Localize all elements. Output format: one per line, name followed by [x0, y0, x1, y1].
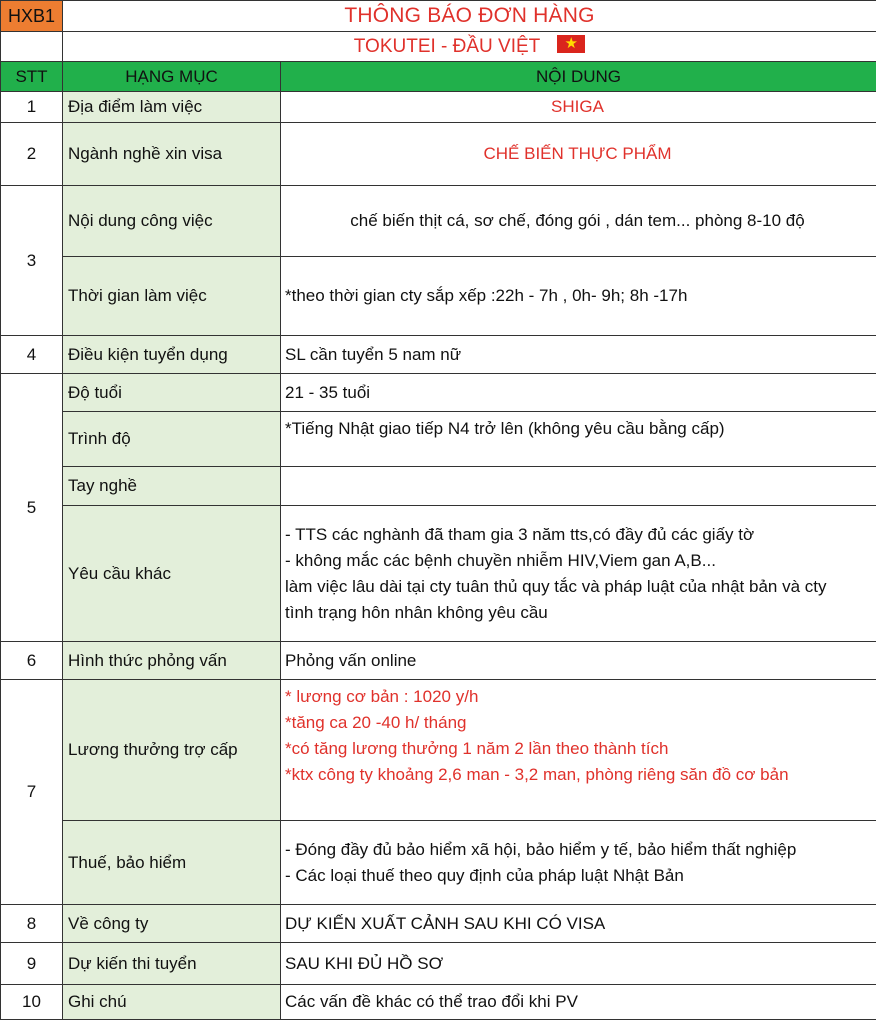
row-content: DỰ KIẾN XUẤT CẢNH SAU KHI CÓ VISA [281, 905, 876, 943]
row-number: 7 [1, 680, 63, 905]
subtitle-cell [63, 32, 876, 62]
row-number: 5 [1, 374, 63, 642]
content-line: - không mắc các bệnh chuyền nhiễm HIV,Viem gan A,B... [285, 550, 716, 570]
content-line: - Các loại thuế theo quy định của pháp luật Nhật Bản [285, 865, 684, 885]
column-header-category: HẠNG MỤC [63, 62, 281, 92]
table-row [1, 821, 876, 905]
content-line: *tăng ca 20 -40 h/ tháng [285, 713, 467, 732]
table-row [1, 642, 876, 680]
row-category: Dự kiến thi tuyển [63, 943, 281, 985]
row-category: Tay nghề [63, 467, 281, 506]
row-content: *Tiếng Nhật giao tiếp N4 trở lên (không yêu cầu bằng cấp) [281, 412, 876, 467]
row-content: SL cần tuyển 5 nam nữ [281, 336, 876, 374]
table-row [1, 412, 876, 467]
row-number: 10 [1, 985, 63, 1020]
content-line: - TTS các nghành đã tham gia 3 năm tts,có đầy đủ các giấy tờ [285, 524, 755, 544]
content-line: *ktx công ty khoảng 2,6 man - 3,2 man, phòng riêng săn đồ cơ bản [285, 765, 789, 784]
table-row [1, 257, 876, 336]
row-content: Các vấn đề khác có thể trao đổi khi PV [281, 985, 876, 1020]
vietnam-flag-icon: ★ [557, 35, 585, 53]
row-number: 9 [1, 943, 63, 985]
blank-cell [1, 32, 63, 62]
row-category: Lương thưởng trợ cấp [63, 680, 281, 821]
row-category: Thời gian làm việc [63, 257, 281, 336]
row-category: Ghi chú [63, 985, 281, 1020]
table-row [1, 680, 876, 821]
table-row [1, 336, 876, 374]
page-title: THÔNG BÁO ĐƠN HÀNG [63, 1, 876, 32]
row-category: Thuế, bảo hiểm [63, 821, 281, 905]
table-row [1, 943, 876, 985]
order-code-tag: HXB1 [1, 1, 63, 32]
table-row [1, 92, 876, 123]
row-content: *theo thời gian cty sắp xếp :22h - 7h , 0h- 9h; 8h -17h [281, 257, 876, 336]
table-row [1, 506, 876, 642]
row-category: Hình thức phỏng vấn [63, 642, 281, 680]
row-content: SAU KHI ĐỦ HỒ SƠ [281, 943, 876, 985]
row-number: 4 [1, 336, 63, 374]
row-category: Nội dung công việc [63, 186, 281, 257]
content-line: làm việc lâu dài tại cty tuân thủ quy tắc và pháp luật của nhật bản và cty [285, 576, 827, 596]
content-line: - Đóng đầy đủ bảo hiểm xã hội, bảo hiểm y tế, bảo hiểm thất nghiệp [285, 839, 797, 859]
column-header-row [1, 62, 876, 92]
table-row [1, 985, 876, 1020]
column-header-stt: STT [1, 62, 63, 92]
row-number: 6 [1, 642, 63, 680]
row-content [281, 821, 876, 905]
row-number: 8 [1, 905, 63, 943]
row-number: 2 [1, 123, 63, 186]
table-row [1, 467, 876, 506]
row-content: 21 - 35 tuổi [281, 374, 876, 412]
content-line: *có tăng lương thưởng 1 năm 2 lần theo thành tích [285, 739, 669, 758]
subtitle-row [1, 32, 876, 62]
content-line: * lương cơ bản : 1020 y/h [285, 687, 479, 706]
row-content: CHẾ BIẾN THỰC PHẨM [281, 123, 876, 186]
table-row [1, 905, 876, 943]
row-content: SHIGA [281, 92, 876, 123]
row-category: Điều kiện tuyển dụng [63, 336, 281, 374]
row-category: Ngành nghề xin visa [63, 123, 281, 186]
title-row [1, 1, 876, 32]
row-content: chế biến thịt cá, sơ chế, đóng gói , dán tem... phòng 8-10 độ [281, 186, 876, 257]
table-row [1, 374, 876, 412]
row-category: Trình độ [63, 412, 281, 467]
row-category: Yêu cầu khác [63, 506, 281, 642]
row-category: Về công ty [63, 905, 281, 943]
row-content: Phỏng vấn online [281, 642, 876, 680]
row-content [281, 680, 876, 821]
row-category: Độ tuổi [63, 374, 281, 412]
content-line: tình trạng hôn nhân không yêu cầu [285, 602, 548, 622]
row-number: 3 [1, 186, 63, 336]
row-category: Địa điểm làm việc [63, 92, 281, 123]
column-header-content: NỘI DUNG [281, 62, 876, 92]
page-subtitle: TOKUTEI - ĐẦU VIỆT [353, 35, 540, 57]
row-number: 1 [1, 92, 63, 123]
row-content [281, 467, 876, 506]
table-row [1, 186, 876, 257]
table-row [1, 123, 876, 186]
row-content [281, 506, 876, 642]
